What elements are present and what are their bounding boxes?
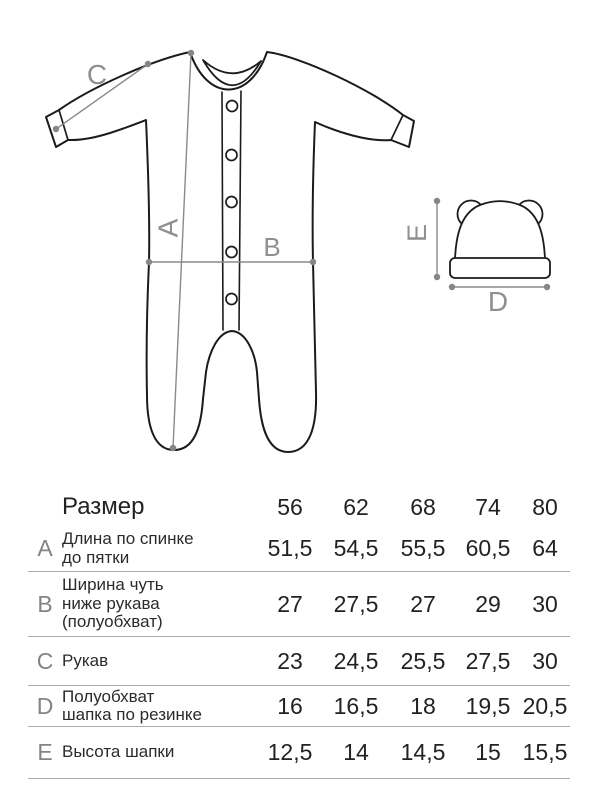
row-value: 25,5	[400, 647, 446, 674]
row-label-line: (полуобхват)	[62, 612, 163, 632]
placket-left-line	[222, 92, 223, 330]
row-label-line: до пятки	[62, 547, 130, 567]
label-d: D	[487, 286, 509, 317]
row-value: 14	[343, 739, 369, 765]
row-value: 16,5	[333, 692, 379, 719]
row-value: 23	[277, 647, 303, 674]
table-row-c	[28, 637, 570, 686]
size-header-title: Размер	[62, 493, 145, 520]
measure-dot	[449, 284, 455, 290]
row-letter: D	[36, 692, 54, 719]
row-label	[62, 743, 258, 762]
row-value: 14,5	[400, 739, 446, 765]
label-c: C	[86, 59, 108, 90]
row-value: 29	[475, 590, 501, 617]
row-label-line: шапка по резинке	[62, 705, 202, 724]
row-label	[62, 652, 258, 671]
row-value: 51,5	[267, 535, 313, 561]
size-62: 62	[343, 493, 369, 520]
button-icon	[226, 294, 237, 305]
row-value: 64	[532, 535, 558, 561]
row-label-line: ниже рукава	[62, 593, 160, 613]
table-row-b	[28, 572, 570, 637]
button-icon	[226, 247, 237, 258]
size-68: 68	[410, 493, 436, 520]
row-value: 24,5	[333, 647, 379, 674]
size-table-header-row	[28, 488, 570, 526]
row-value: 16	[277, 692, 303, 719]
row-value: 12,5	[267, 739, 313, 765]
size-80: 80	[532, 493, 558, 520]
row-label	[62, 688, 258, 725]
row-letter: C	[36, 647, 54, 674]
label-e: E	[402, 223, 433, 243]
row-value: 30	[532, 590, 558, 617]
table-row-e	[28, 727, 570, 779]
hat-brim	[450, 258, 550, 278]
row-value: 60,5	[465, 535, 511, 561]
measure-dot	[53, 126, 59, 132]
row-value: 19,5	[465, 692, 511, 719]
row-letter: B	[37, 590, 53, 617]
row-value: 27,5	[465, 647, 511, 674]
row-label	[62, 530, 258, 567]
table-row-d	[28, 686, 570, 727]
hat-drawing	[450, 201, 550, 279]
row-label-line: Полуобхват	[62, 686, 155, 706]
measure-dot	[434, 274, 440, 280]
measure-dot	[544, 284, 550, 290]
onesie-drawing	[46, 52, 414, 452]
button-icon	[226, 197, 237, 208]
measure-dot	[146, 259, 152, 265]
size-table	[28, 488, 570, 779]
row-label	[62, 576, 258, 632]
row-label-line: Ширина чуть	[62, 575, 164, 595]
row-label-line: Длина по спинке	[62, 529, 194, 548]
button-icon	[227, 101, 238, 112]
row-label-line: Рукав	[62, 650, 109, 670]
size-74: 74	[475, 493, 501, 520]
label-b: B	[263, 232, 281, 262]
row-letter: A	[37, 535, 53, 561]
row-value: 18	[410, 692, 436, 719]
row-value: 54,5	[333, 535, 379, 561]
row-label-line: Высота шапки	[62, 742, 175, 762]
row-value: 55,5	[400, 535, 446, 561]
measure-dot	[170, 445, 176, 451]
measure-dot	[434, 198, 440, 204]
row-value: 27	[410, 590, 436, 617]
row-value: 15	[475, 739, 501, 765]
row-value: 30	[532, 647, 558, 674]
measure-dot	[310, 259, 316, 265]
row-value: 15,5	[522, 739, 568, 765]
row-value: 20,5	[522, 692, 568, 719]
row-value: 27,5	[333, 590, 379, 617]
row-letter: E	[37, 739, 53, 765]
measure-dot	[145, 61, 151, 67]
label-a: A	[152, 218, 184, 238]
table-row-a	[28, 526, 570, 572]
row-value: 27	[277, 590, 303, 617]
measure-dot	[188, 50, 194, 56]
button-icon	[226, 150, 237, 161]
size-56: 56	[277, 493, 303, 520]
